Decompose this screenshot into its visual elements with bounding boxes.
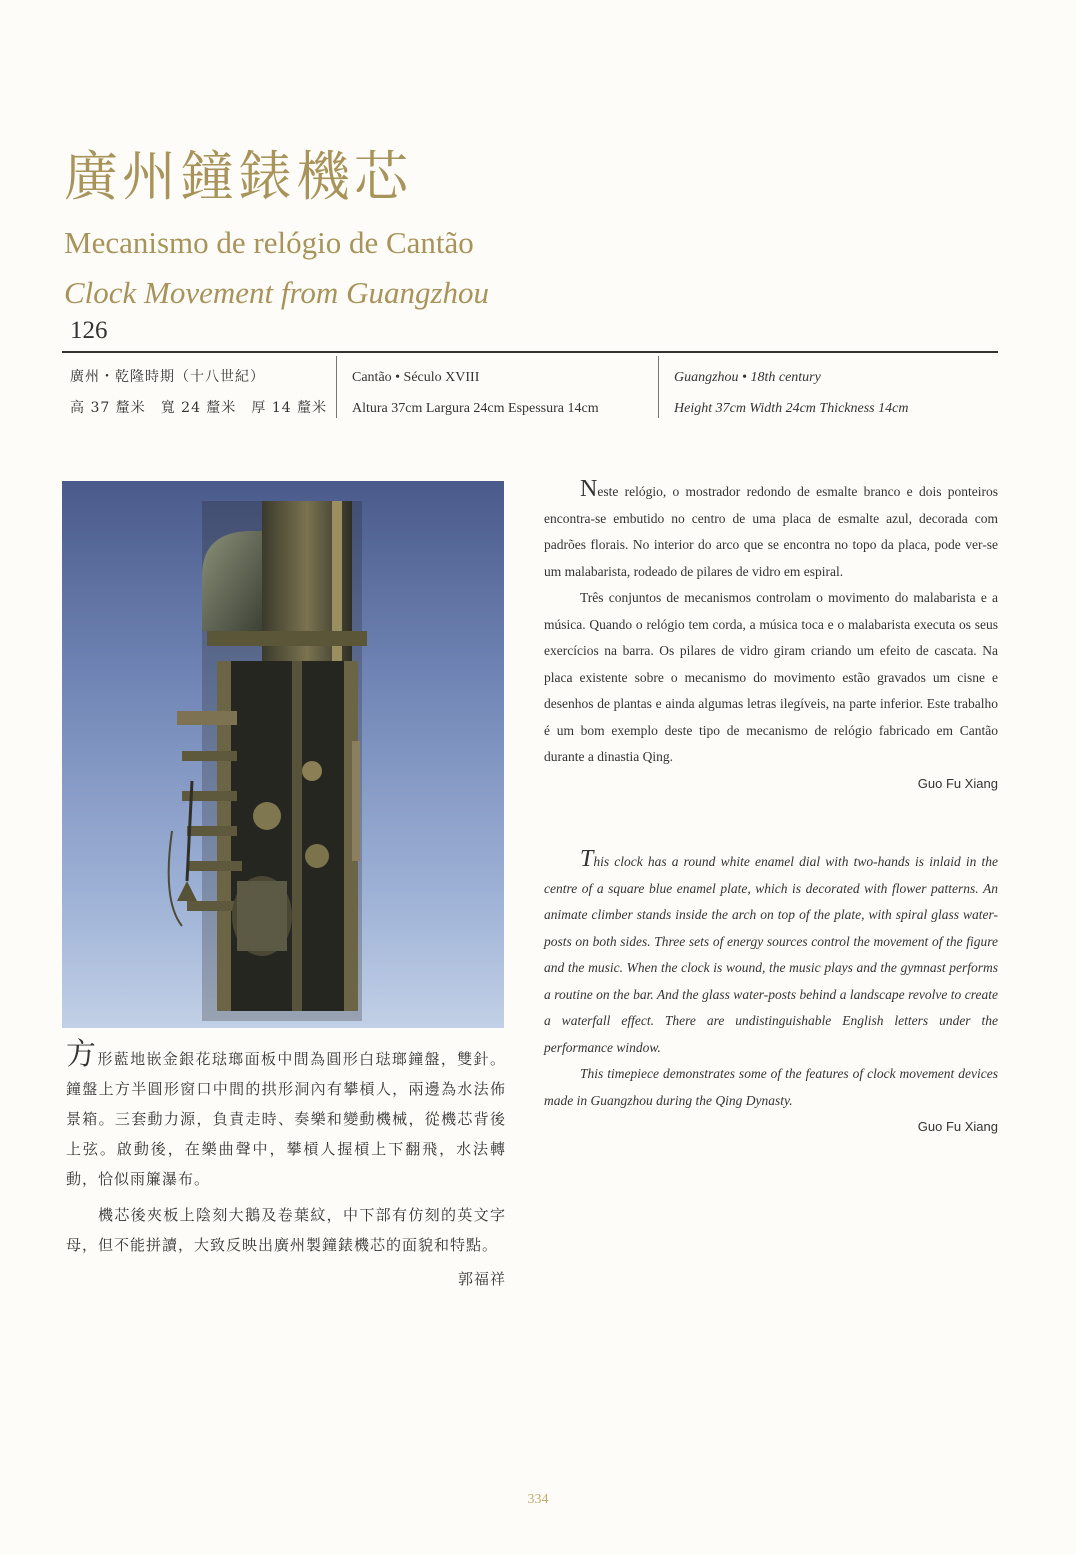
meta-zh-origin: 廣州・乾隆時期（十八世紀） [70, 369, 265, 385]
meta-en-dimensions: Height 37cm Width 24cm Thickness 14cm [674, 401, 909, 416]
meta-portuguese [352, 362, 652, 424]
meta-chinese [70, 362, 332, 424]
meta-pt-origin: Cantão • Século XVIII [352, 370, 480, 385]
meta-divider [336, 356, 337, 418]
paragraph-zh-2: 機芯後夾板上陰刻大鵝及卷葉紋，中下部有仿刻的英文字母，但不能拼讀，大致反映出廣州製鐘錶機芯的面貌和特點。 [66, 1206, 506, 1254]
paragraph-zh-1: 形藍地嵌金銀花琺瑯面板中間為圓形白琺瑯鐘盤，雙針。鐘盤上方半圓形窗口中間的拱形洞內有攀槓人，兩邊為水法佈景箱。三套動力源，負責走時、奏樂和變動機械，從機芯背後上弦。啟動後，在樂曲聲中，攀槓人握槓上下翻飛，水法轉動，恰似雨簾瀑布。 [66, 1050, 506, 1188]
body-chinese [66, 1037, 506, 1294]
title-english: Clock Movement from Guangzhou [64, 275, 490, 310]
catalog-number: 126 [70, 317, 108, 344]
clock-movement-photo [62, 481, 504, 1028]
header-rule [62, 351, 998, 353]
paragraph-pt-2: Três conjuntos de mecanismos controlam o movimento do malabarista e a música. Quando o relógio tem corda, a música toca e o malabarista executa os seus exercícios na barra. Os pilares de vidro giram criando um efeito de cascata. Na placa existente sobre o mecanismo do movimento estão gravados um cisne e desenhos de plantas e ainda algumas letras ilegíveis, na parte inferior. Este trabalho é um bom exemplo deste tipo de mecanismo de relógio fabricado em Cantão durante a dinastia Qing. [544, 590, 998, 764]
meta-divider [658, 356, 659, 418]
dropcap-zh: 方 [66, 1037, 98, 1072]
meta-english [674, 362, 998, 424]
meta-pt-dimensions: Altura 37cm Largura 24cm Espessura 14cm [352, 401, 599, 416]
signature-zh: 郭福祥 [457, 1270, 506, 1288]
paragraph-en-2: This timepiece demonstrates some of the features of clock movement devices made in Guangzhou during the Qing Dynasty. [544, 1066, 998, 1108]
dropcap-en: T [580, 846, 594, 872]
page-number: 334 [527, 1492, 549, 1507]
body-english [544, 846, 998, 1141]
signature-pt: Guo Fu Xiang [917, 775, 998, 791]
meta-en-origin: Guangzhou • 18th century [674, 370, 821, 385]
paragraph-pt-1: este relógio, o mostrador redondo de esmalte branco e dois ponteiros encontra-se embutido no centro de uma placa de esmalte azul, decorada com padrões florais. No interior do arco que se encontra no topo da placa, pode ver-se um malabarista, rodeado de pilares de vidro em espiral. [544, 484, 998, 579]
title-portuguese: Mecanismo de relógio de Cantão [64, 225, 474, 260]
meta-zh-dimensions: 高 37 釐米 寬 24 釐米 厚 14 釐米 [70, 400, 328, 416]
signature-en: Guo Fu Xiang [917, 1119, 998, 1134]
title-chinese: 廣州鐘錶機芯 [64, 145, 412, 208]
body-portuguese [544, 476, 998, 797]
dropcap-pt: N [580, 476, 598, 502]
paragraph-en-1: his clock has a round white enamel dial with two-hands is inlaid in the centre of a square blue enamel plate, which is decorated with flower patterns. An animate climber stands inside the arch on top of the plate, with spiral glass water-posts on both sides. Three sets of energy sources control the movement of the figure and the music. When the clock is wound, the music plays and the gymnast performs a routine on the bar. And the glass water-posts behind a landscape revolve to create a waterfall effect. There are undistinguishable English letters under the performance window. [544, 854, 998, 1055]
